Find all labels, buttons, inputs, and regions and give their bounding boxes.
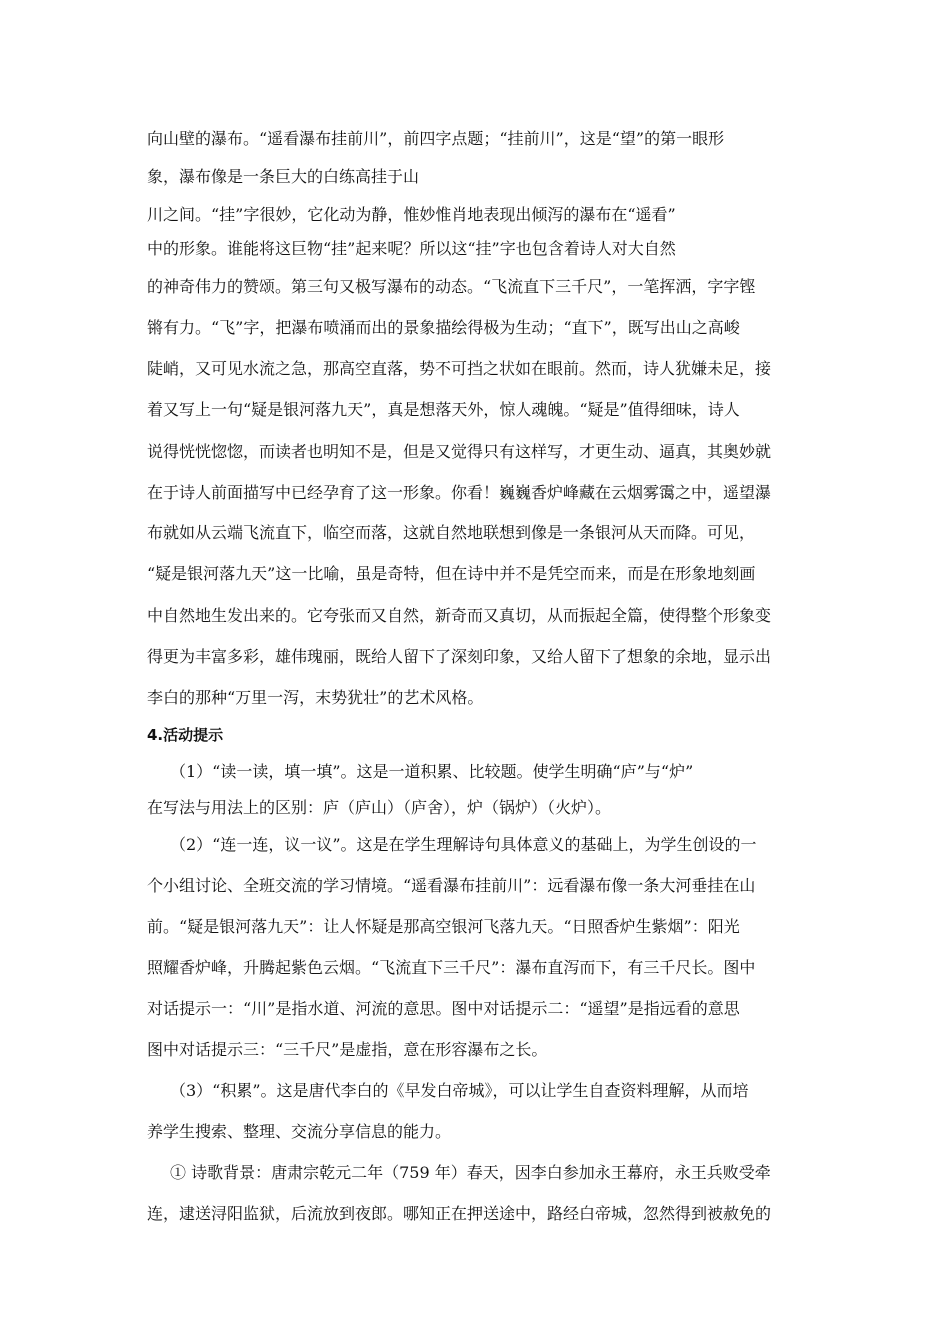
text-line: 布就如从云端飞流直下，临空而落，这就自然地联想到像是一条银河从天而降。可见， xyxy=(147,523,756,542)
text-line: 得更为丰富多彩，雄伟瑰丽，既给人留下了深刻印象，又给人留下了想象的余地，显示出 xyxy=(147,647,772,666)
text-line: 中的形象。谁能将这巨物“挂”起来呢？所以这“挂”字也包含着诗人对大自然 xyxy=(147,239,676,258)
text-line: 图中对话提示三：“三千尺”是虚指，意在形容瀑布之长。 xyxy=(147,1040,548,1059)
text-line: （3）“积累”。这是唐代李白的《早发白帝城》，可以让学生自查资料理解，从而培 xyxy=(170,1081,749,1100)
text-line: 养学生搜索、整理、交流分享信息的能力。 xyxy=(147,1122,452,1141)
text-line: 李白的那种“万里一泻，末势犹壮”的艺术风格。 xyxy=(147,688,484,707)
text-line: 对话提示一：“川”是指水道、河流的意思。图中对话提示二：“遥望”是指远看的意思 xyxy=(147,999,740,1018)
text-line: ① 诗歌背景：唐肃宗乾元二年（759 年）春天，因李白参加永王幕府，永王兵败受牵 xyxy=(170,1163,771,1182)
text-line: （2）“连一连，议一议”。这是在学生理解诗句具体意义的基础上，为学生创设的一 xyxy=(170,835,757,854)
text-line: 着又写上一句“疑是银河落九天”，真是想落天外，惊人魂魄。“疑是”值得细味，诗人 xyxy=(147,400,740,419)
text-line: 在于诗人前面描写中已经孕育了这一形象。你看！巍巍香炉峰藏在云烟雾霭之中，遥望瀑 xyxy=(147,483,772,502)
text-line: 在写法与用法上的区别：庐（庐山）（庐舍），炉（锅炉）（火炉）。 xyxy=(147,798,612,817)
text-line: 象，瀑布像是一条巨大的白练高挂于山 xyxy=(147,167,420,186)
text-line: 连，逮送浔阳监狱，后流放到夜郎。哪知正在押送途中，路经白帝城，忽然得到被赦免的 xyxy=(147,1204,772,1223)
text-line: 的神奇伟力的赞颂。第三句又极写瀑布的动态。“飞流直下三千尺”，一笔挥洒，字字铿 xyxy=(147,277,756,296)
text-line: 向山壁的瀑布。“遥看瀑布挂前川”，前四字点题；“挂前川”，这是“望”的第一眼形 xyxy=(147,129,725,148)
text-line: 中自然地生发出来的。它夸张而又自然，新奇而又真切，从而振起全篇，使得整个形象变 xyxy=(147,606,772,625)
text-line: 照耀香炉峰，升腾起紫色云烟。“飞流直下三千尺”：瀑布直泻而下，有三千尺长。图中 xyxy=(147,958,756,977)
text-line: “疑是银河落九天”这一比喻，虽是奇特，但在诗中并不是凭空而来，而是在形象地刻画 xyxy=(147,564,756,583)
text-line: 前。“疑是银河落九天”：让人怀疑是那高空银河飞落九天。“日照香炉生紫烟”：阳光 xyxy=(147,917,740,936)
text-line: 锵有力。“飞”字，把瀑布喷涌而出的景象描绘得极为生动；“直下”，既写出山之高峻 xyxy=(147,318,740,337)
text-line: （1）“读一读，填一填”。这是一道积累、比较题。使学生明确“庐”与“炉” xyxy=(170,762,694,781)
text-line: 陡峭，又可见水流之急，那高空直落，势不可挡之状如在眼前。然而，诗人犹嫌未足，接 xyxy=(147,359,772,378)
text-line: 说得恍恍惚惚，而读者也明知不是，但是又觉得只有这样写，才更生动、逼真，其奥妙就 xyxy=(147,442,772,461)
text-line: 个小组讨论、全班交流的学习情境。“遥看瀑布挂前川”：远看瀑布像一条大河垂挂在山 xyxy=(147,876,756,895)
section-heading: 4.活动提示 xyxy=(147,726,224,744)
text-line: 川之间。“挂”字很妙，它化动为静，惟妙惟肖地表现出倾泻的瀑布在“遥看” xyxy=(147,205,676,224)
